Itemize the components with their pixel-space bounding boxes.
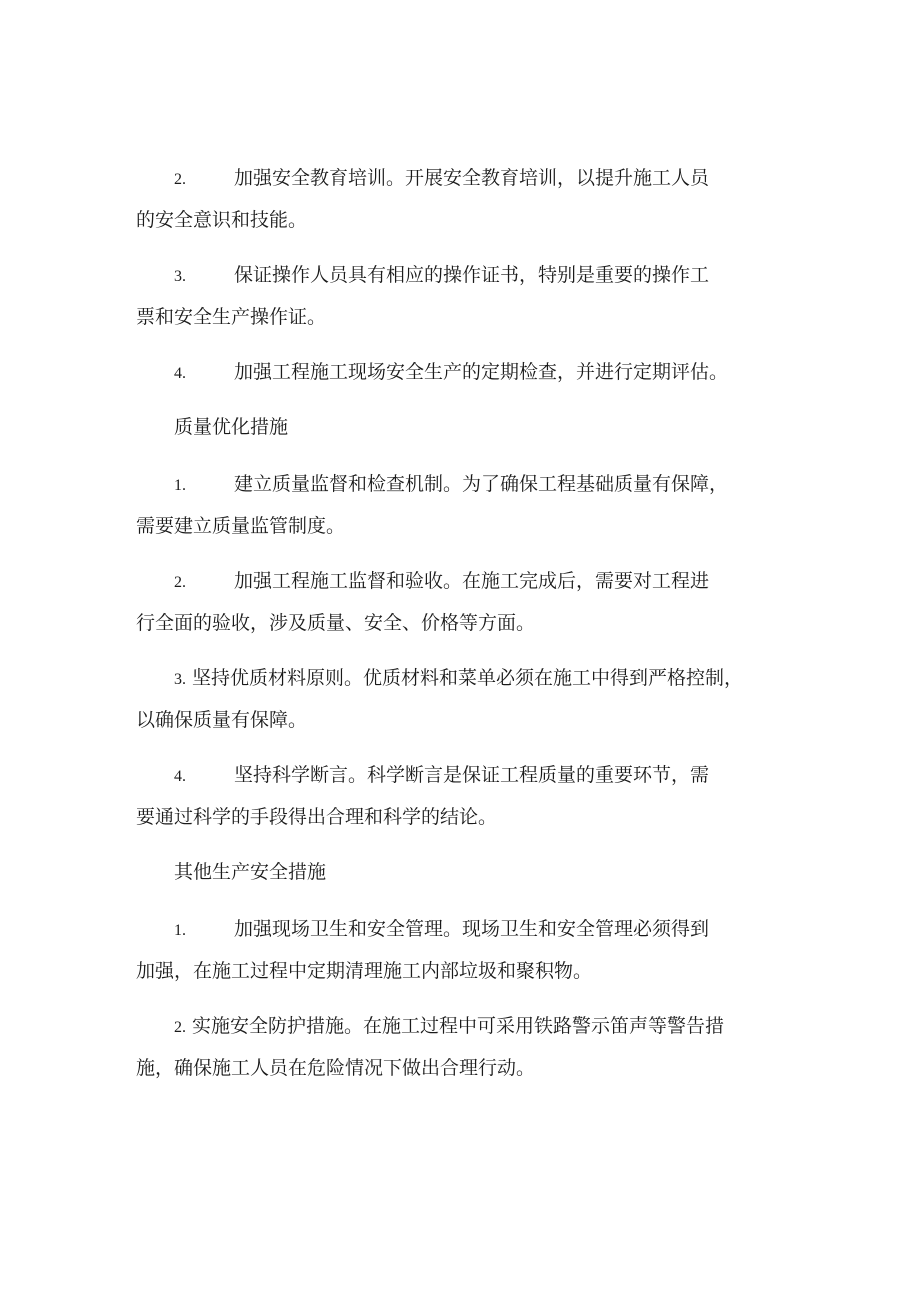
item-text: 建立质量监督和检查机制。为了确保工程基础质量有保障， [234, 473, 729, 495]
item-text: 加强工程施工监督和验收。在施工完成后，需要对工程进 [234, 570, 710, 592]
item-line-2: 票和安全生产操作证。 [136, 306, 327, 328]
item-line-1 [136, 254, 796, 296]
item-number: 2. [174, 1019, 186, 1036]
item-line-1 [136, 463, 796, 505]
item-number: 3. [174, 671, 186, 688]
item-line-1 [136, 560, 796, 602]
item-line-2: 施，确保施工人员在危险情况下做出合理行动。 [136, 1057, 536, 1079]
item-line-2: 以确保质量有保障。 [136, 709, 308, 731]
item-number: 2. [174, 574, 186, 591]
item-number: 4. [174, 365, 186, 382]
item-number: 1. [174, 477, 186, 494]
other-item-1 [136, 908, 796, 992]
quality-item-3 [136, 657, 796, 741]
item-text: 坚持优质材料原则。优质材料和菜单必须在施工中得到严格控制， [192, 667, 744, 689]
item-text: 保证操作人员具有相应的操作证书，特别是重要的操作工 [234, 264, 710, 286]
item-text: 坚持科学断言。科学断言是保证工程质量的重要环节，需 [234, 764, 710, 786]
item-number: 4. [174, 768, 186, 785]
item-line-1 [136, 657, 796, 699]
item-text: 加强安全教育培训。开展安全教育培训，以提升施工人员 [234, 167, 710, 189]
quality-item-2 [136, 560, 796, 644]
item-line-2: 要通过科学的手段得出合理和科学的结论。 [136, 806, 498, 828]
section-heading-other: 其他生产安全措施 [174, 861, 327, 883]
item-number: 3. [174, 268, 186, 285]
safety-item-4 [136, 351, 796, 393]
item-number: 1. [174, 922, 186, 939]
item-line-2: 加强，在施工过程中定期清理施工内部垃圾和聚积物。 [136, 960, 593, 982]
item-number: 2. [174, 171, 186, 188]
item-line-1 [136, 351, 796, 393]
item-line-1 [136, 754, 796, 796]
item-text: 加强工程施工现场安全生产的定期检查，并进行定期评估。 [234, 361, 729, 383]
safety-item-2 [136, 157, 796, 241]
item-line-1 [136, 1005, 796, 1047]
section-heading-quality: 质量优化措施 [174, 416, 289, 438]
safety-item-3 [136, 254, 796, 338]
item-line-2: 需要建立质量监管制度。 [136, 515, 346, 537]
quality-item-4 [136, 754, 796, 838]
item-line-1 [136, 908, 796, 950]
item-line-2: 行全面的验收，涉及质量、安全、价格等方面。 [136, 612, 536, 634]
other-item-2 [136, 1005, 796, 1089]
item-text: 加强现场卫生和安全管理。现场卫生和安全管理必须得到 [234, 918, 710, 940]
quality-item-1 [136, 463, 796, 547]
item-line-1 [136, 157, 796, 199]
item-line-2: 的安全意识和技能。 [136, 209, 308, 231]
item-text: 实施安全防护措施。在施工过程中可采用铁路警示笛声等警告措 [192, 1015, 725, 1037]
